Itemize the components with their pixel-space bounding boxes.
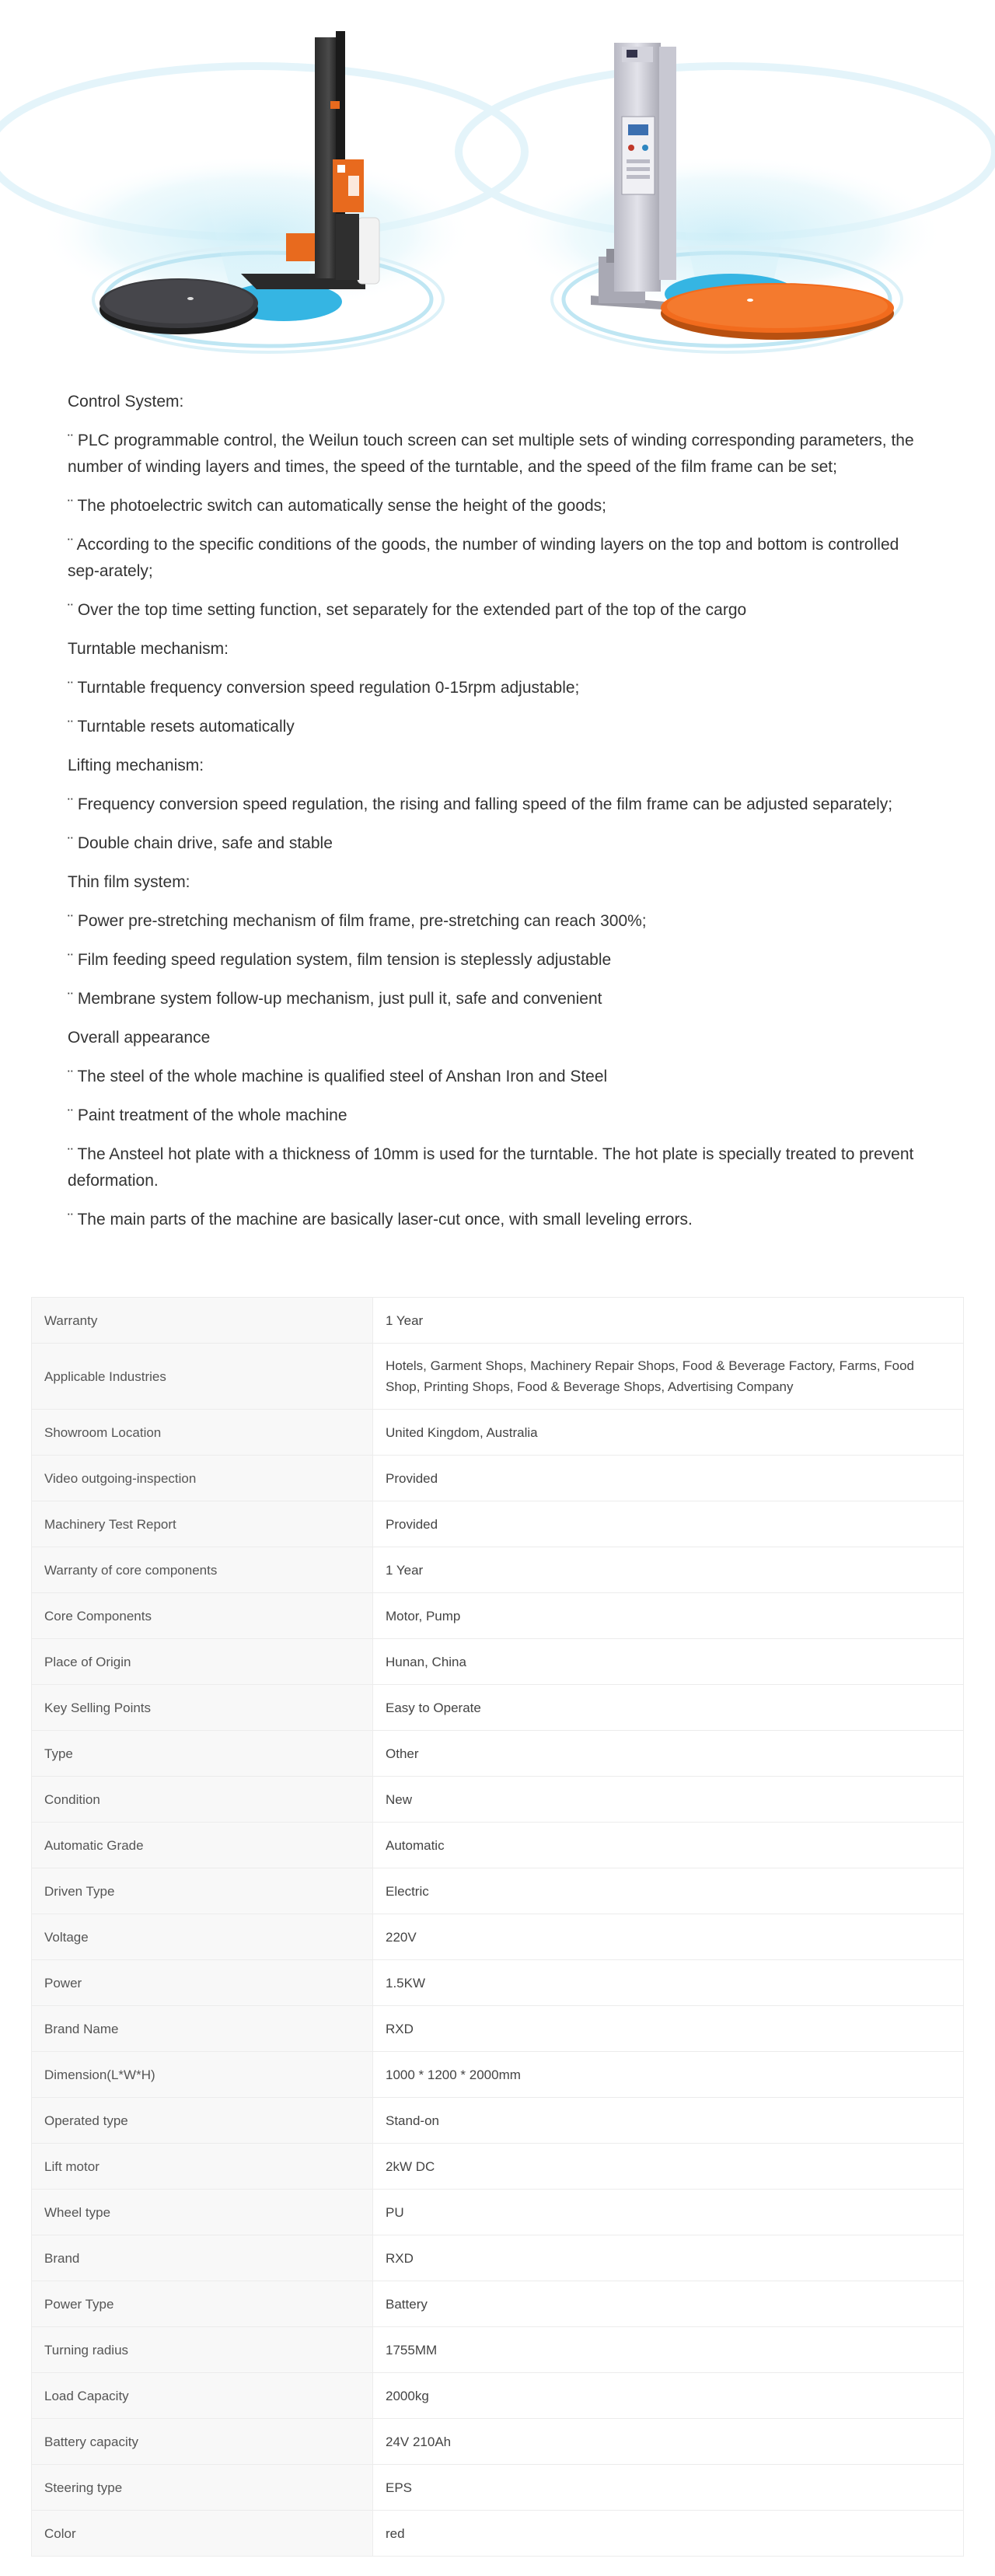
spec-key: Warranty <box>32 1298 373 1344</box>
spec-row <box>32 1547 964 1593</box>
spec-row <box>32 1344 964 1410</box>
spec-key: Machinery Test Report <box>32 1501 373 1547</box>
spec-key: Power Type <box>32 2281 373 2327</box>
product-hero-image <box>0 0 995 369</box>
feature-item: ¨ Film feeding speed regulation system, film tension is steplessly adjustable <box>68 951 612 969</box>
spec-value: 2kW DC <box>373 2144 964 2190</box>
spec-value: Provided <box>373 1456 964 1501</box>
spec-value: EPS <box>373 2465 964 2511</box>
feature-item: ¨ Power pre-stretching mechanism of film frame, pre-stretching can reach 300%; <box>68 912 647 930</box>
spec-key: Load Capacity <box>32 2373 373 2419</box>
spec-row <box>32 1685 964 1731</box>
spec-row <box>32 1960 964 2006</box>
spec-key: Voltage <box>32 1914 373 1960</box>
spec-key: Brand <box>32 2235 373 2281</box>
spec-row <box>32 1410 964 1456</box>
feature-item: ¨ According to the specific conditions of the goods, the number of winding layers on the top and bottom is controlled sep-arately; <box>68 536 899 580</box>
spec-value: 2000kg <box>373 2373 964 2419</box>
section-heading: Thin film system: <box>68 873 190 891</box>
spec-key: Lift motor <box>32 2144 373 2190</box>
spec-value: red <box>373 2511 964 2557</box>
spec-key: Brand Name <box>32 2006 373 2052</box>
spec-key: Steering type <box>32 2465 373 2511</box>
spec-row <box>32 2098 964 2144</box>
spec-key: Operated type <box>32 2098 373 2144</box>
spec-row <box>32 2327 964 2373</box>
spec-row <box>32 1639 964 1685</box>
feature-item: ¨ Membrane system follow-up mechanism, just pull it, safe and convenient <box>68 990 602 1008</box>
section-heading: Lifting mechanism: <box>68 757 204 774</box>
spec-row <box>32 2281 964 2327</box>
spec-row <box>32 2144 964 2190</box>
spec-row <box>32 2006 964 2052</box>
spec-key: Place of Origin <box>32 1639 373 1685</box>
spec-value: Hotels, Garment Shops, Machinery Repair Shops, Food & Beverage Factory, Farms, Food Shop, Printing Shops, Food & Beverage Shops, Advertising Company <box>373 1344 964 1410</box>
spec-row <box>32 1777 964 1823</box>
feature-item: ¨ The main parts of the machine are basically laser-cut once, with small leveling errors. <box>68 1211 693 1229</box>
feature-item: ¨ The steel of the whole machine is qualified steel of Anshan Iron and Steel <box>68 1068 608 1085</box>
spec-value: Other <box>373 1731 964 1777</box>
spec-value: RXD <box>373 2006 964 2052</box>
spec-key: Color <box>32 2511 373 2557</box>
section-heading: Control System: <box>68 393 184 411</box>
spec-value: Hunan, China <box>373 1639 964 1685</box>
spec-row <box>32 2419 964 2465</box>
spec-value: 1000 * 1200 * 2000mm <box>373 2052 964 2098</box>
spec-row <box>32 1823 964 1868</box>
spec-key: Condition <box>32 1777 373 1823</box>
spec-key: Automatic Grade <box>32 1823 373 1868</box>
spec-key: Video outgoing-inspection <box>32 1456 373 1501</box>
spec-row <box>32 2190 964 2235</box>
feature-item: ¨ Double chain drive, safe and stable <box>68 834 333 852</box>
spec-row <box>32 2052 964 2098</box>
spec-key: Driven Type <box>32 1868 373 1914</box>
spec-key: Warranty of core components <box>32 1547 373 1593</box>
spec-key: Showroom Location <box>32 1410 373 1456</box>
spec-key: Battery capacity <box>32 2419 373 2465</box>
feature-item: ¨ Turntable frequency conversion speed regulation 0-15rpm adjustable; <box>68 679 580 697</box>
feature-item: ¨ Turntable resets automatically <box>68 718 295 736</box>
spec-value: 24V 210Ah <box>373 2419 964 2465</box>
spec-value: Electric <box>373 1868 964 1914</box>
spec-row <box>32 2373 964 2419</box>
spec-value: 220V <box>373 1914 964 1960</box>
spec-row <box>32 1298 964 1344</box>
spec-value: 1 Year <box>373 1547 964 1593</box>
feature-item: ¨ The Ansteel hot plate with a thickness of 10mm is used for the turntable. The hot plate is specially treated to prevent deformation. <box>68 1145 914 1190</box>
section-heading: Overall appearance <box>68 1029 211 1047</box>
spec-row <box>32 2465 964 2511</box>
spec-value: 1755MM <box>373 2327 964 2373</box>
feature-item: ¨ Paint treatment of the whole machine <box>68 1106 347 1124</box>
spec-value: Motor, Pump <box>373 1593 964 1639</box>
spec-row <box>32 1593 964 1639</box>
spec-key: Applicable Industries <box>32 1344 373 1410</box>
spec-value: PU <box>373 2190 964 2235</box>
spec-value: United Kingdom, Australia <box>373 1410 964 1456</box>
product-illustration <box>0 0 995 369</box>
section-heading: Turntable mechanism: <box>68 640 229 658</box>
spec-value: 1.5KW <box>373 1960 964 2006</box>
spec-key: Key Selling Points <box>32 1685 373 1731</box>
feature-item: ¨ Frequency conversion speed regulation, the rising and falling speed of the film frame can be adjusted separately; <box>68 795 893 813</box>
feature-item: ¨ Over the top time setting function, set separately for the extended part of the top of the cargo <box>68 601 747 619</box>
spec-key: Power <box>32 1960 373 2006</box>
spec-row <box>32 1731 964 1777</box>
spec-value: Stand-on <box>373 2098 964 2144</box>
spec-value: Automatic <box>373 1823 964 1868</box>
product-description <box>68 389 934 1246</box>
spec-key: Turning radius <box>32 2327 373 2373</box>
feature-item: ¨ The photoelectric switch can automatically sense the height of the goods; <box>68 497 607 515</box>
spec-value: Battery <box>373 2281 964 2327</box>
right-machine <box>459 43 995 352</box>
spec-row <box>32 1501 964 1547</box>
specification-table <box>31 1297 964 2557</box>
spec-row <box>32 2511 964 2557</box>
spec-value: 1 Year <box>373 1298 964 1344</box>
spec-value: Easy to Operate <box>373 1685 964 1731</box>
spec-row <box>32 1868 964 1914</box>
spec-key: Wheel type <box>32 2190 373 2235</box>
spec-row <box>32 1914 964 1960</box>
spec-row <box>32 1456 964 1501</box>
spec-key: Core Components <box>32 1593 373 1639</box>
spec-value: Provided <box>373 1501 964 1547</box>
left-machine <box>0 31 525 352</box>
spec-key: Type <box>32 1731 373 1777</box>
feature-item: ¨ PLC programmable control, the Weilun touch screen can set multiple sets of winding corresponding parameters, the number of winding layers and times, the speed of the turntable, and the speed of the film frame can be set; <box>68 432 914 476</box>
spec-value: RXD <box>373 2235 964 2281</box>
spec-key: Dimension(L*W*H) <box>32 2052 373 2098</box>
spec-row <box>32 2235 964 2281</box>
spec-value: New <box>373 1777 964 1823</box>
